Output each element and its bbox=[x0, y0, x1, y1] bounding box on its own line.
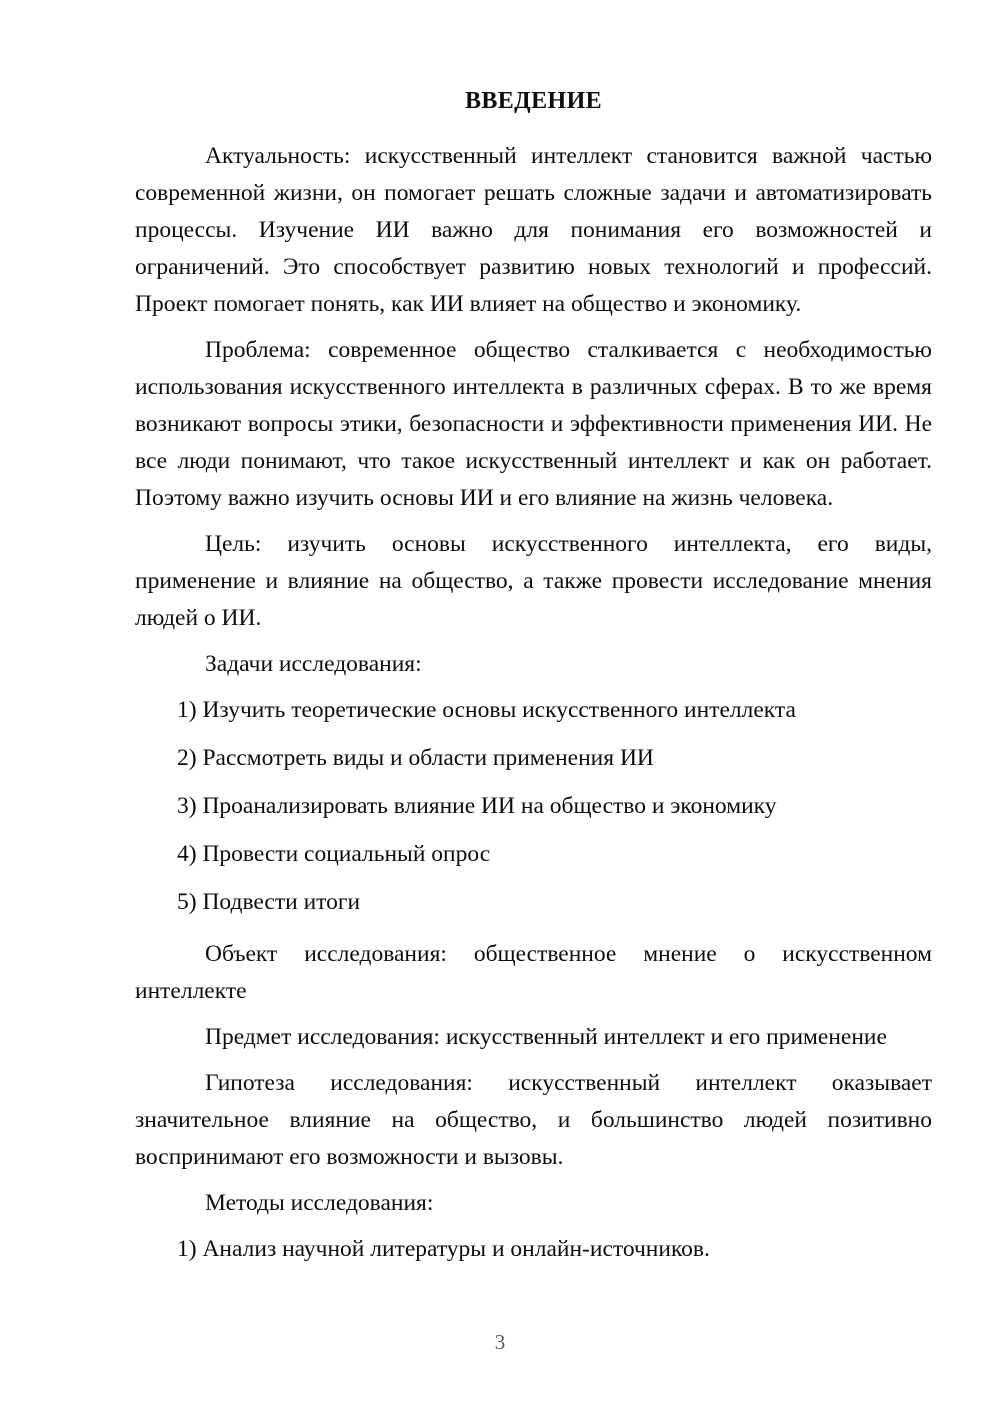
tasks-heading: Задачи исследования: bbox=[205, 651, 422, 677]
list-item: 1) Анализ научной литературы и онлайн-источников. bbox=[177, 1236, 710, 1262]
list-item: 3) Проанализировать влияние ИИ на общество и экономику bbox=[177, 793, 777, 819]
paragraph-goal: Цель: изучить основы искусственного интеллекта, его виды, применение и влияние на общество, а также провести исследование мнения людей о ИИ. bbox=[135, 531, 932, 631]
paragraph-relevance: Актуальность: искусственный интеллект становится важной частью современной жизни, он помогает решать сложные задачи и автоматизировать процессы. Изучение ИИ важно для понимания его возможностей и ограничений. Это способствует развитию новых технологий и профессий. Проект помогает понять, как ИИ влияет на общество и экономику. bbox=[135, 143, 932, 317]
methods-list bbox=[135, 1231, 932, 1268]
page-content bbox=[135, 86, 932, 1279]
paragraph-subject: Предмет исследования: искусственный интеллект и его применение bbox=[205, 1024, 887, 1050]
page-number: 3 bbox=[494, 1330, 506, 1354]
paragraph-hypothesis: Гипотеза исследования: искусственный интеллект оказывает значительное влияние на общество, и большинство людей позитивно воспринимают его возможности и вызовы. bbox=[135, 1070, 932, 1170]
list-item: 1) Изучить теоретические основы искусственного интеллекта bbox=[177, 697, 796, 723]
page-title: ВВЕДЕНИЕ bbox=[464, 88, 603, 114]
paragraph-object: Объект исследования: общественное мнение о искусственном интеллекте bbox=[135, 941, 932, 1004]
methods-heading: Методы исследования: bbox=[205, 1190, 434, 1216]
list-item: 5) Подвести итоги bbox=[177, 889, 361, 915]
list-item: 4) Провести социальный опрос bbox=[177, 841, 491, 867]
list-item: 2) Рассмотреть виды и области применения ИИ bbox=[177, 745, 654, 771]
paragraph-problem: Проблема: современное общество сталкивается с необходимостью использования искусственного интеллекта в различных сферах. В то же время возникают вопросы этики, безопасности и эффективности применения ИИ. Не все люди понимают, что такое искусственный интеллект и как он работает. Поэтому важно изучить основы ИИ и его влияние на жизнь человека. bbox=[135, 337, 932, 511]
tasks-list bbox=[135, 692, 932, 921]
